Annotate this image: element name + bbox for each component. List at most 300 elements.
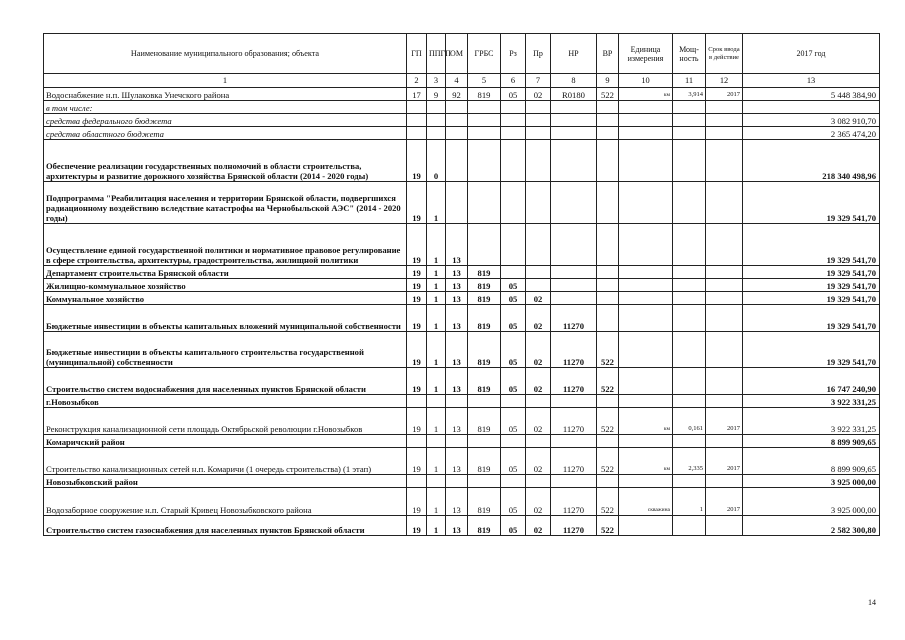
row-term: [706, 279, 743, 292]
row-ppgp: [427, 435, 446, 448]
row-term: [706, 292, 743, 305]
row-grbs: 819: [468, 408, 501, 435]
col-number: 5: [468, 74, 501, 88]
row-gp: 19: [407, 224, 427, 266]
table-row: [44, 114, 880, 127]
row-name: Строительство систем газоснабжения для населенных пунктов Брянской области: [44, 516, 407, 536]
header-gp: ГП: [407, 34, 427, 74]
row-amount: 19 329 541,70: [743, 279, 880, 292]
row-name: Осуществление единой государственной политики и нормативное правовое регулирование в сфере строительства, архитектуры, градостроительства, жилищной политики: [44, 224, 407, 266]
table-row: [44, 395, 880, 408]
row-unit: [619, 101, 673, 114]
table-row: [44, 101, 880, 114]
row-unit: [619, 182, 673, 224]
row-np: 11270: [551, 488, 597, 516]
row-term: [706, 305, 743, 332]
row-rz: [501, 395, 526, 408]
row-ppgp: 1: [427, 448, 446, 475]
row-om: 13: [446, 279, 468, 292]
row-unit: [619, 140, 673, 182]
row-vr: [597, 292, 619, 305]
row-rz: 05: [501, 516, 526, 536]
row-np: [551, 224, 597, 266]
table-row: [44, 488, 880, 516]
row-om: [446, 475, 468, 488]
row-name: г.Новозыбков: [44, 395, 407, 408]
table-row: [44, 332, 880, 368]
row-term: 2017: [706, 448, 743, 475]
row-grbs: 819: [468, 305, 501, 332]
row-pr: 02: [526, 305, 551, 332]
row-om: 92: [446, 88, 468, 101]
header-unit: Единица измерения: [619, 34, 673, 74]
row-pr: [526, 182, 551, 224]
row-np: [551, 292, 597, 305]
row-gp: 19: [407, 448, 427, 475]
row-name: Бюджетные инвестиции в объекты капитальных вложений муниципальной собственности: [44, 305, 407, 332]
row-vr: [597, 140, 619, 182]
row-rz: 05: [501, 368, 526, 395]
row-power: 1: [673, 488, 706, 516]
row-name: Обеспечение реализации государственных полномочий в области строительства, архитектуры и развитие дорожного хозяйства Брянской области (2014 - 2020 годы): [44, 140, 407, 182]
row-vr: [597, 114, 619, 127]
row-pr: [526, 127, 551, 140]
row-ppgp: 1: [427, 279, 446, 292]
row-power: [673, 182, 706, 224]
row-np: [551, 279, 597, 292]
row-term: [706, 140, 743, 182]
row-name: в том числе:: [44, 101, 407, 114]
row-grbs: [468, 182, 501, 224]
row-ppgp: [427, 395, 446, 408]
row-unit: км: [619, 448, 673, 475]
row-np: [551, 475, 597, 488]
row-term: [706, 395, 743, 408]
table-row: [44, 305, 880, 332]
row-om: 13: [446, 224, 468, 266]
row-unit: [619, 435, 673, 448]
row-vr: [597, 266, 619, 279]
header-name: Наименование муниципального образования; объекта: [44, 34, 407, 74]
row-gp: 19: [407, 266, 427, 279]
row-term: 2017: [706, 488, 743, 516]
table-body: [44, 88, 880, 536]
row-om: [446, 140, 468, 182]
row-amount: 19 329 541,70: [743, 292, 880, 305]
row-rz: 05: [501, 332, 526, 368]
row-ppgp: [427, 127, 446, 140]
row-power: [673, 435, 706, 448]
header-row: [44, 34, 880, 74]
row-unit: [619, 279, 673, 292]
row-om: [446, 127, 468, 140]
row-unit: [619, 475, 673, 488]
row-term: 2017: [706, 88, 743, 101]
row-term: [706, 127, 743, 140]
row-unit: [619, 332, 673, 368]
row-np: [551, 395, 597, 408]
row-power: [673, 140, 706, 182]
row-pr: 02: [526, 516, 551, 536]
row-power: [673, 292, 706, 305]
row-power: [673, 305, 706, 332]
row-vr: 522: [597, 516, 619, 536]
row-gp: [407, 127, 427, 140]
row-pr: [526, 475, 551, 488]
row-gp: 19: [407, 140, 427, 182]
row-np: [551, 127, 597, 140]
row-amount: 2 365 474,20: [743, 127, 880, 140]
row-unit: [619, 368, 673, 395]
row-term: 2017: [706, 408, 743, 435]
row-power: [673, 114, 706, 127]
row-np: [551, 101, 597, 114]
col-number: 1: [44, 74, 407, 88]
row-pr: [526, 435, 551, 448]
row-vr: [597, 182, 619, 224]
row-name: средства областного бюджета: [44, 127, 407, 140]
row-power: [673, 475, 706, 488]
row-grbs: [468, 140, 501, 182]
row-term: [706, 475, 743, 488]
row-gp: 19: [407, 305, 427, 332]
row-power: [673, 516, 706, 536]
row-amount: 19 329 541,70: [743, 224, 880, 266]
row-np: 11270: [551, 332, 597, 368]
row-amount: 19 329 541,70: [743, 332, 880, 368]
row-grbs: 819: [468, 516, 501, 536]
row-pr: 02: [526, 292, 551, 305]
row-om: 13: [446, 332, 468, 368]
row-np: [551, 266, 597, 279]
row-grbs: 819: [468, 368, 501, 395]
row-grbs: [468, 114, 501, 127]
table-row: [44, 140, 880, 182]
row-amount: 2 582 300,80: [743, 516, 880, 536]
row-vr: [597, 224, 619, 266]
col-number: 11: [673, 74, 706, 88]
row-amount: 3 925 000,00: [743, 475, 880, 488]
row-grbs: 819: [468, 279, 501, 292]
row-grbs: [468, 101, 501, 114]
row-om: [446, 114, 468, 127]
row-vr: 522: [597, 332, 619, 368]
row-np: 11270: [551, 516, 597, 536]
row-rz: [501, 114, 526, 127]
row-om: [446, 435, 468, 448]
row-rz: 05: [501, 292, 526, 305]
row-ppgp: 1: [427, 305, 446, 332]
row-power: [673, 395, 706, 408]
row-term: [706, 101, 743, 114]
row-term: [706, 224, 743, 266]
row-gp: 19: [407, 408, 427, 435]
row-grbs: 819: [468, 266, 501, 279]
row-vr: [597, 395, 619, 408]
row-pr: 02: [526, 448, 551, 475]
header-year: 2017 год: [743, 34, 880, 74]
row-pr: [526, 224, 551, 266]
row-unit: [619, 127, 673, 140]
row-term: [706, 368, 743, 395]
row-om: 13: [446, 266, 468, 279]
row-om: 13: [446, 448, 468, 475]
table-row: [44, 279, 880, 292]
row-rz: 05: [501, 488, 526, 516]
row-vr: 522: [597, 88, 619, 101]
row-name: Водоснабжение н.п. Шулаковка Унечского района: [44, 88, 407, 101]
row-ppgp: [427, 475, 446, 488]
row-name: Реконструкция канализационной сети площадь Октябрьской революции г.Новозыбков: [44, 408, 407, 435]
header-term-text: Срок ввода в действие: [708, 46, 740, 61]
row-ppgp: 1: [427, 182, 446, 224]
col-number: 12: [706, 74, 743, 88]
row-ppgp: 9: [427, 88, 446, 101]
row-term: [706, 516, 743, 536]
row-name: Бюджетные инвестиции в объекты капитального строительства государственной (муниципальной) собственности: [44, 332, 407, 368]
row-grbs: 819: [468, 88, 501, 101]
row-np: 11270: [551, 408, 597, 435]
header-vr: ВР: [597, 34, 619, 74]
row-rz: 05: [501, 279, 526, 292]
row-ppgp: 0: [427, 140, 446, 182]
row-amount: 3 925 000,00: [743, 488, 880, 516]
row-grbs: [468, 224, 501, 266]
row-pr: 02: [526, 88, 551, 101]
row-power: 3,914: [673, 88, 706, 101]
row-amount: 5 448 384,90: [743, 88, 880, 101]
header-ppgp: ППГП: [427, 34, 446, 74]
row-unit: [619, 266, 673, 279]
row-ppgp: 1: [427, 368, 446, 395]
column-number-row: [44, 74, 880, 88]
row-unit: км: [619, 408, 673, 435]
row-grbs: 819: [468, 488, 501, 516]
table-row: [44, 127, 880, 140]
row-amount: 19 329 541,70: [743, 305, 880, 332]
row-power: [673, 127, 706, 140]
row-np: [551, 182, 597, 224]
table-row: [44, 516, 880, 536]
table-row: [44, 88, 880, 101]
row-amount: 3 082 910,70: [743, 114, 880, 127]
row-om: [446, 182, 468, 224]
row-gp: [407, 114, 427, 127]
row-gp: 19: [407, 182, 427, 224]
row-np: [551, 114, 597, 127]
row-gp: 19: [407, 279, 427, 292]
row-vr: [597, 279, 619, 292]
col-number: 8: [551, 74, 597, 88]
row-ppgp: 1: [427, 332, 446, 368]
row-pr: [526, 395, 551, 408]
row-amount: 8 899 909,65: [743, 448, 880, 475]
row-gp: [407, 435, 427, 448]
row-term: [706, 114, 743, 127]
row-unit: [619, 516, 673, 536]
row-ppgp: 1: [427, 266, 446, 279]
row-rz: [501, 224, 526, 266]
row-om: 13: [446, 305, 468, 332]
row-gp: 19: [407, 332, 427, 368]
row-np: R0180: [551, 88, 597, 101]
row-unit: [619, 395, 673, 408]
row-amount: 8 899 909,65: [743, 435, 880, 448]
row-ppgp: 1: [427, 488, 446, 516]
col-number: 13: [743, 74, 880, 88]
col-number: 7: [526, 74, 551, 88]
row-ppgp: [427, 101, 446, 114]
row-vr: [597, 475, 619, 488]
row-name: Жилищно-коммунальное хозяйство: [44, 279, 407, 292]
row-name: Коммунальное хозяйство: [44, 292, 407, 305]
row-rz: [501, 140, 526, 182]
row-ppgp: 1: [427, 516, 446, 536]
row-rz: [501, 127, 526, 140]
row-unit: [619, 292, 673, 305]
col-number: 6: [501, 74, 526, 88]
row-rz: 05: [501, 408, 526, 435]
row-vr: [597, 127, 619, 140]
row-gp: 19: [407, 292, 427, 305]
row-ppgp: 1: [427, 292, 446, 305]
row-om: 13: [446, 368, 468, 395]
col-number: 4: [446, 74, 468, 88]
row-om: [446, 395, 468, 408]
row-rz: 05: [501, 448, 526, 475]
table-row: [44, 266, 880, 279]
page-number: 14: [868, 598, 876, 607]
header-np: НР: [551, 34, 597, 74]
row-term: [706, 435, 743, 448]
row-amount: 3 922 331,25: [743, 408, 880, 435]
row-power: 0,161: [673, 408, 706, 435]
row-vr: 522: [597, 368, 619, 395]
row-om: [446, 101, 468, 114]
budget-table: [43, 33, 880, 536]
row-power: [673, 332, 706, 368]
row-rz: [501, 182, 526, 224]
row-gp: [407, 475, 427, 488]
row-gp: 19: [407, 516, 427, 536]
row-vr: [597, 435, 619, 448]
row-name: Водозаборное сооружение н.п. Старый Кривец Новозыбковского района: [44, 488, 407, 516]
header-power: Мощ-ность: [673, 34, 706, 74]
row-grbs: [468, 475, 501, 488]
row-gp: 19: [407, 488, 427, 516]
row-pr: 02: [526, 368, 551, 395]
row-power: [673, 224, 706, 266]
row-unit: [619, 305, 673, 332]
row-power: [673, 279, 706, 292]
row-name: Строительство систем водоснабжения для населенных пунктов Брянской области: [44, 368, 407, 395]
row-gp: 19: [407, 368, 427, 395]
table-row: [44, 475, 880, 488]
row-unit: [619, 114, 673, 127]
row-om: 13: [446, 408, 468, 435]
row-name: Строительство канализационных сетей н.п. Комаричи (1 очередь строительства) (1 этап): [44, 448, 407, 475]
row-vr: [597, 101, 619, 114]
row-grbs: [468, 395, 501, 408]
row-unit: [619, 224, 673, 266]
row-rz: [501, 475, 526, 488]
row-power: [673, 266, 706, 279]
row-amount: 218 340 498,96: [743, 140, 880, 182]
row-np: 11270: [551, 448, 597, 475]
row-pr: [526, 140, 551, 182]
row-name: Подпрограмма "Реабилитация населения и территории Брянской области, подвергшихся радиационному воздействию вследствие катастрофы на Чернобыльской АЭС" (2014 - 2020 годы): [44, 182, 407, 224]
row-rz: [501, 101, 526, 114]
row-om: 13: [446, 488, 468, 516]
row-name: Департамент строительства Брянской области: [44, 266, 407, 279]
row-name: Комаричский район: [44, 435, 407, 448]
table-row: [44, 368, 880, 395]
row-power: [673, 101, 706, 114]
row-name: Новозыбковский район: [44, 475, 407, 488]
row-pr: [526, 101, 551, 114]
col-number: 2: [407, 74, 427, 88]
table-row: [44, 448, 880, 475]
header-term: [706, 34, 743, 74]
row-term: [706, 332, 743, 368]
row-name: средства федерального бюджета: [44, 114, 407, 127]
row-om: 13: [446, 516, 468, 536]
row-gp: 17: [407, 88, 427, 101]
table-row: [44, 182, 880, 224]
table-row: [44, 408, 880, 435]
row-rz: 05: [501, 88, 526, 101]
col-number: 3: [427, 74, 446, 88]
header-grbs: ГРБС: [468, 34, 501, 74]
row-term: [706, 266, 743, 279]
row-ppgp: 1: [427, 224, 446, 266]
row-vr: [597, 305, 619, 332]
row-pr: [526, 114, 551, 127]
row-grbs: [468, 127, 501, 140]
row-pr: 02: [526, 488, 551, 516]
row-pr: [526, 266, 551, 279]
col-number: 9: [597, 74, 619, 88]
row-unit: скважина: [619, 488, 673, 516]
table-row: [44, 292, 880, 305]
row-pr: [526, 279, 551, 292]
row-amount: [743, 101, 880, 114]
row-rz: [501, 266, 526, 279]
table-row: [44, 224, 880, 266]
row-np: [551, 435, 597, 448]
row-unit: км: [619, 88, 673, 101]
row-power: 2,335: [673, 448, 706, 475]
row-amount: 3 922 331,25: [743, 395, 880, 408]
header-om: ОМ: [446, 34, 468, 74]
row-term: [706, 182, 743, 224]
row-rz: [501, 435, 526, 448]
row-amount: 19 329 541,70: [743, 182, 880, 224]
row-amount: 19 329 541,70: [743, 266, 880, 279]
row-grbs: 819: [468, 292, 501, 305]
col-number: 10: [619, 74, 673, 88]
row-power: [673, 368, 706, 395]
row-amount: 16 747 240,90: [743, 368, 880, 395]
header-rz: Рз: [501, 34, 526, 74]
table-row: [44, 435, 880, 448]
row-grbs: 819: [468, 448, 501, 475]
row-vr: 522: [597, 488, 619, 516]
row-rz: 05: [501, 305, 526, 332]
row-grbs: 819: [468, 332, 501, 368]
header-pr: Пр: [526, 34, 551, 74]
row-ppgp: [427, 114, 446, 127]
